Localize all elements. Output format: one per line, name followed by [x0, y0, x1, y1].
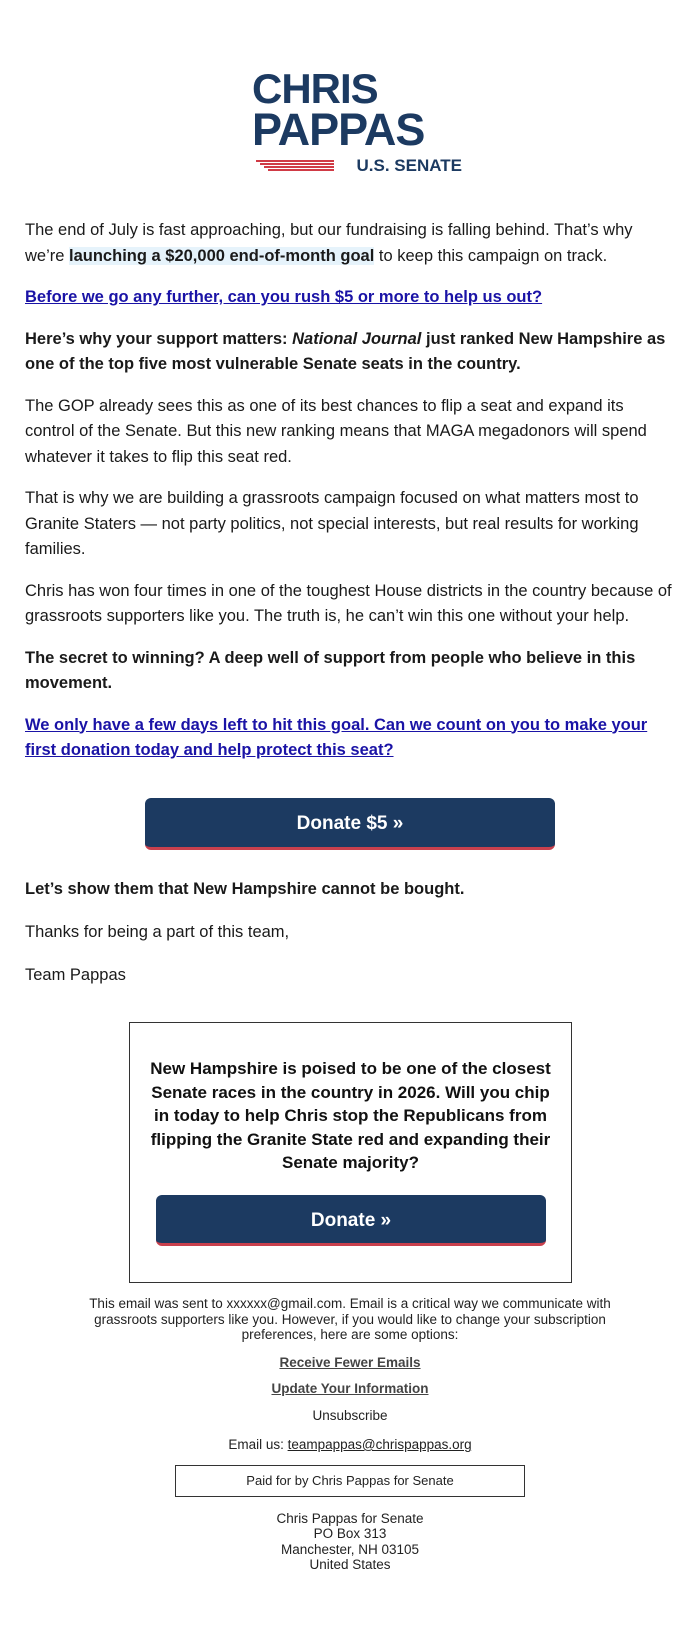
unsubscribe-link[interactable]: Unsubscribe — [312, 1407, 388, 1423]
paragraph-intro: The end of July is fast approaching, but our fundraising is falling behind. That’s why we’re launching a $20,000 end-of-month goal to keep this campaign on track. — [25, 221, 633, 265]
email-footer — [70, 1296, 630, 1573]
contact-email-link[interactable]: teampappas@chrispappas.org — [287, 1437, 472, 1452]
appeal-text: New Hampshire is poised to be one of the closest Senate races in the country in 2026. Will you chip in today to help Chris stop the Republicans from flipping the Granite State red and expanding their Senate majority? — [150, 1059, 551, 1172]
signature: Team Pappas — [25, 966, 126, 984]
publication-name: National Journal — [292, 329, 422, 348]
donate-5-button[interactable]: Donate $5 » — [145, 798, 555, 850]
logo-line-senate: U.S. SENATE — [356, 156, 462, 175]
paragraph-count-link — [25, 713, 675, 764]
donate-button[interactable]: Donate » — [156, 1195, 546, 1246]
flag-stripes-icon — [256, 160, 334, 174]
subscription-notice: This email was sent to xxxxxx@gmail.com. Email is a critical way we communicate with grassroots supporters like you. However, if you would like to change your subscription preferences, here are some options: — [89, 1296, 611, 1342]
paragraph-thanks: Thanks for being a part of this team, — [25, 923, 290, 941]
logo-line-pappas: PAPPAS — [252, 104, 425, 155]
rush-donation-link[interactable]: Before we go any further, can you rush $5 or more to help us out? — [25, 288, 543, 306]
paid-for-disclaimer: Paid for by Chris Pappas for Senate — [175, 1465, 525, 1497]
paragraph-not-bought: Let’s show them that New Hampshire cannot be bought. — [25, 880, 465, 898]
appeal-button-wrap — [156, 1195, 546, 1246]
campaign-logo — [252, 65, 462, 178]
paragraph-why-matters: Here’s why your support matters: National Journal just ranked New Hampshire as one of the top five most vulnerable Senate seats in the country. — [25, 329, 666, 373]
appeal-box — [129, 1022, 572, 1283]
donate-5-button-wrap — [145, 798, 555, 850]
address-line: Manchester, NH 03105 — [280, 1541, 420, 1557]
paragraph-ask-link — [25, 285, 675, 311]
goal-highlight: launching a $20,000 end-of-month goal — [69, 246, 375, 265]
mailing-address — [70, 1511, 630, 1573]
paragraph-secret: The secret to winning? A deep well of support from people who believe in this movement. — [25, 648, 636, 692]
update-information-link[interactable]: Update Your Information — [271, 1381, 429, 1396]
address-line: PO Box 313 — [313, 1526, 387, 1541]
paragraph-gop: The GOP already sees this as one of its best chances to flip a seat and expand its control of the Senate. But this new ranking means that MAGA megadonors will spend whatever it takes to flip this seat red. — [25, 396, 647, 466]
first-donation-link[interactable]: We only have a few days left to hit this goal. Can we count on you to make your first donation today and help protect this seat? — [25, 715, 648, 759]
email-us-line: Email us: teampappas@chrispappas.org — [228, 1437, 472, 1452]
receive-fewer-emails-link[interactable]: Receive Fewer Emails — [279, 1354, 421, 1370]
address-line: Chris Pappas for Senate — [276, 1510, 424, 1526]
paragraph-chris-record: Chris has won four times in one of the toughest House districts in the country because of grassroots supporters like you. The truth is, he can’t win this one without your help. — [25, 581, 672, 625]
logo-line-chris: CHRIS — [252, 65, 378, 112]
address-line: United States — [309, 1557, 391, 1572]
paragraph-grassroots: That is why we are building a grassroots campaign focused on what matters most to Granite Staters — not party politics, not special interests, but real results for working families. — [25, 489, 639, 558]
email-closing — [25, 877, 675, 1006]
email-body — [25, 218, 675, 780]
logo-bottom-row — [252, 156, 462, 176]
